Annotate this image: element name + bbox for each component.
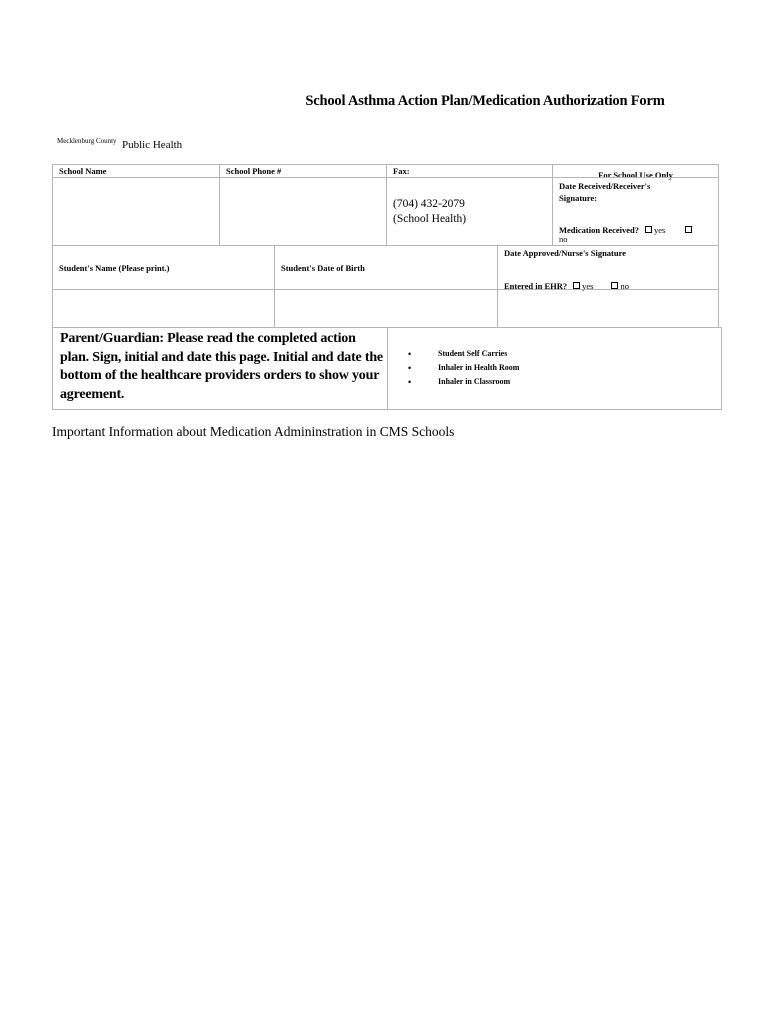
student-name-header-cell bbox=[52, 245, 275, 290]
school-phone-label: School Phone # bbox=[226, 166, 282, 176]
student-name-label: Student's Name (Please print.) bbox=[59, 263, 170, 273]
form-title: School Asthma Action Plan/Medication Authorization Form bbox=[305, 93, 665, 109]
nurse-approval-cell bbox=[497, 245, 719, 290]
fax-number: (704) 432-2079 bbox=[393, 198, 465, 210]
school-name-label: School Name bbox=[59, 166, 107, 176]
school-phone-header-cell bbox=[219, 164, 387, 178]
parent-instructions: Parent/Guardian: Please read the completed action plan. Sign, initial and date this page. Initial and date the bottom of the healthcare providers orders to show your agreement. bbox=[60, 331, 383, 402]
school-use-header-cell bbox=[552, 164, 719, 178]
medication-received-yes-checkbox[interactable] bbox=[645, 226, 652, 233]
parent-instructions-cell bbox=[52, 327, 388, 410]
important-info-heading: Important Information about Medication Admininstration in CMS Schools bbox=[52, 424, 455, 439]
no-label: no bbox=[559, 234, 568, 244]
school-use-label: For School Use Only bbox=[598, 170, 673, 180]
medication-received-no-checkbox[interactable] bbox=[685, 226, 692, 233]
school-name-field[interactable] bbox=[52, 177, 220, 246]
carry-option: • Inhaler in Health Room bbox=[408, 363, 520, 373]
ehr-no-label: no bbox=[620, 281, 629, 291]
date-received-label: Date Received/Receiver's Signature: bbox=[559, 181, 651, 203]
carry-option: • Inhaler in Classroom bbox=[408, 377, 511, 387]
org-name-small: Mecklenburg County bbox=[57, 137, 117, 145]
entered-ehr-label: Entered in EHR? bbox=[504, 281, 568, 291]
fax-value-cell bbox=[386, 177, 553, 246]
student-dob-label: Student's Date of Birth bbox=[281, 263, 365, 273]
medication-received-label: Medication Received? bbox=[559, 225, 640, 235]
org-name: Public Health bbox=[122, 139, 183, 151]
student-dob-header-cell bbox=[274, 245, 498, 290]
yes-label: yes bbox=[654, 225, 666, 235]
nurse-signature-field[interactable] bbox=[497, 289, 719, 328]
ehr-yes-checkbox[interactable] bbox=[573, 282, 580, 289]
ehr-yes-label: yes bbox=[582, 281, 594, 291]
fax-note: (School Health) bbox=[393, 213, 467, 225]
student-name-field[interactable] bbox=[52, 289, 275, 328]
school-use-cell bbox=[552, 177, 719, 246]
carry-options-cell bbox=[387, 327, 722, 410]
school-phone-field[interactable] bbox=[219, 177, 387, 246]
carry-options-list bbox=[408, 347, 519, 389]
ehr-no-checkbox[interactable] bbox=[611, 282, 618, 289]
date-approved-label: Date Approved/Nurse's Signature bbox=[504, 248, 627, 258]
school-name-header-cell bbox=[52, 164, 220, 178]
fax-header-cell bbox=[386, 164, 553, 178]
fax-label: Fax: bbox=[393, 166, 410, 176]
carry-option: • Student Self Carries bbox=[408, 349, 508, 359]
student-dob-field[interactable] bbox=[274, 289, 498, 328]
